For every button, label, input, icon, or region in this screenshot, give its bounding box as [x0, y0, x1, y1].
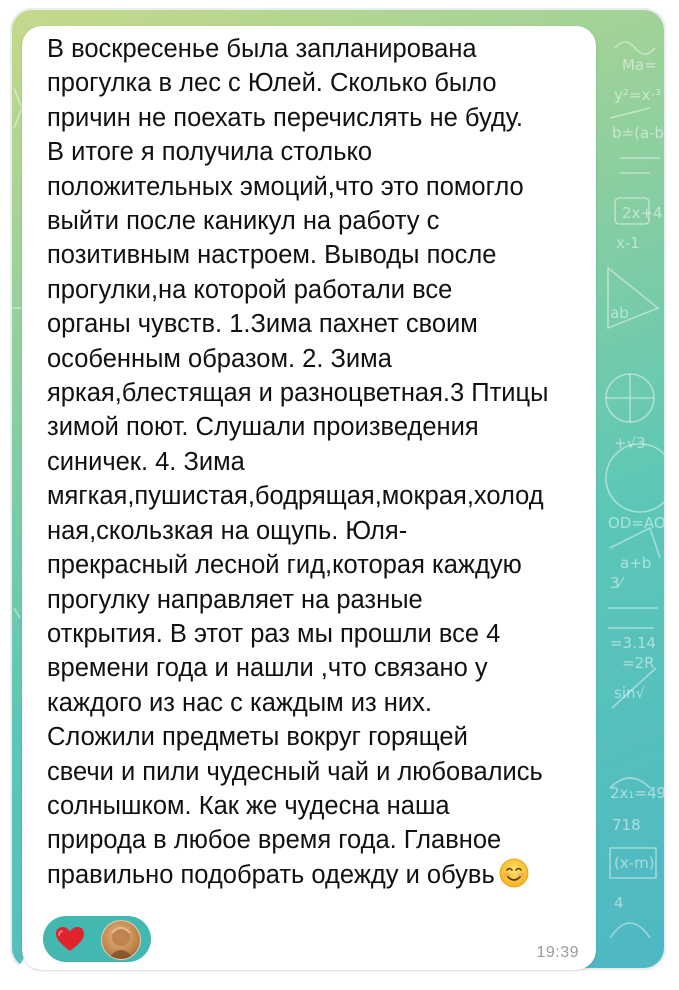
- svg-text:sin√: sin√: [614, 684, 646, 702]
- smiling-face-emoji-icon: [499, 858, 529, 897]
- reactions-pill[interactable]: [43, 916, 151, 962]
- svg-text:y²=x·³: y²=x·³: [614, 86, 662, 104]
- svg-text:ab: ab: [610, 304, 629, 322]
- svg-text:2x₁=49: 2x₁=49: [610, 784, 666, 802]
- svg-text:(x-m): (x-m): [614, 854, 655, 872]
- svg-text:4: 4: [614, 894, 624, 912]
- svg-text:a+b: a+b: [620, 554, 652, 572]
- svg-text:2x+4: 2x+4: [622, 204, 663, 222]
- message-text: В воскресенье была запланирована прогулка в лес с Юлей. Сколько было причин не поехать перечислять не буду. В итоге я получила столько положительных эмоций,что это помогло выйти после каникул на работу с позитивным настроем. Выводы после прогулки,на которой работали все органы чувств. 1.Зима пахнет своим особенным образом. 2. Зима яркая,блестящая и разноцветная.3 Птицы зимой поют. Слушали произведения синичек. 4. Зима мягкая,пушистая,бодрящая,мокрая,холод ная,скользкая на ощупь. Юля- прекрасный лесной гид,которая каждую прогулку направляет на разные открытия. В этот раз мы прошли все 4 времени года и нашли ,что связано у каждого из нас с каждым из них. Сложили предметы вокруг горящей свечи и пили чудесный чай и любовались солнышком. Как же чудесна наша природа в любое время года. Главное правильно подобрать одежду и обувь: [47, 35, 549, 889]
- reactor-avatar[interactable]: [101, 920, 141, 960]
- svg-text:b≐(a-b: b≐(a-b: [612, 124, 665, 142]
- svg-text:x-1: x-1: [616, 234, 640, 252]
- svg-text:=2R: =2R: [622, 654, 655, 672]
- message-body: [47, 32, 587, 897]
- svg-text:+√3: +√3: [614, 434, 646, 452]
- svg-text:=3.14: =3.14: [610, 634, 656, 652]
- svg-text:3⁄: 3⁄: [610, 574, 623, 592]
- avatar-photo: [102, 921, 140, 959]
- message-timestamp: 19:39: [536, 944, 579, 961]
- red-heart-icon: [55, 926, 85, 952]
- svg-text:718: 718: [612, 816, 641, 834]
- svg-text:Ma=: Ma=: [622, 56, 657, 74]
- svg-text:OD=AO: OD=AO: [608, 514, 666, 532]
